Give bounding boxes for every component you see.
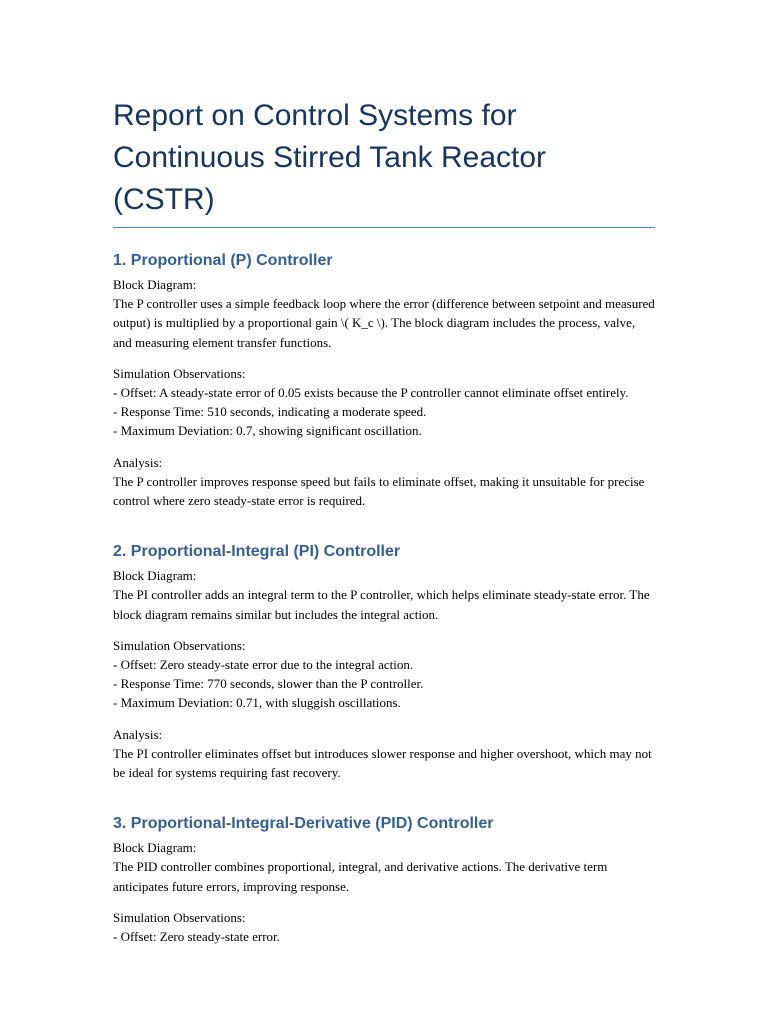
simulation-item: - Offset: Zero steady-state error. xyxy=(113,929,280,945)
document-page xyxy=(113,95,659,946)
simulation-item: - Response Time: 770 seconds, slower than the P controller. xyxy=(113,676,424,692)
analysis-label: Analysis: xyxy=(113,726,163,742)
section-heading: 1. Proportional (P) Controller xyxy=(113,252,333,269)
block-diagram-paragraph xyxy=(113,275,659,352)
simulation-paragraph xyxy=(113,636,655,713)
block-diagram-text: The PID controller combines proportional, integral, and derivative actions. The derivative term anticipates future errors, improving response. xyxy=(113,859,611,894)
block-diagram-text: The P controller uses a simple feedback loop where the error (difference between setpoint and measured output) is multiplied by a proportional gain \( K_c \). The block diagram includes the process, valve, and measuring element transfer functions. xyxy=(113,296,659,350)
section-pid-controller xyxy=(113,814,655,946)
analysis-label: Analysis: xyxy=(113,454,163,470)
simulation-label: Simulation Observations: xyxy=(113,909,246,925)
simulation-item: - Maximum Deviation: 0.7, showing significant oscillation. xyxy=(113,423,422,439)
analysis-text: The P controller improves response speed but fails to eliminate offset, making it unsuitable for precise control where zero steady-state error is required. xyxy=(113,473,648,509)
section-heading: 2. Proportional-Integral (PI) Controller xyxy=(113,543,401,561)
simulation-item: - Offset: A steady-state error of 0.05 exists because the P controller cannot eliminate offset entirely. xyxy=(113,385,629,401)
analysis-paragraph xyxy=(113,725,655,783)
analysis-paragraph xyxy=(113,453,655,511)
simulation-paragraph xyxy=(113,364,655,441)
simulation-label: Simulation Observations: xyxy=(113,637,246,653)
block-diagram-label: Block Diagram: xyxy=(113,277,197,292)
block-diagram-label: Block Diagram: xyxy=(113,568,197,584)
section-heading: 3. Proportional-Integral-Derivative (PID) Controller xyxy=(113,815,494,833)
simulation-item: - Response Time: 510 seconds, indicating a moderate speed. xyxy=(113,404,427,420)
section-p-controller xyxy=(113,251,659,510)
simulation-paragraph xyxy=(113,908,655,946)
page-title: Report on Control Systems for Continuous Stirred Tank Reactor (CSTR) xyxy=(113,95,655,228)
section-pi-controller xyxy=(113,542,655,782)
simulation-item: - Offset: Zero steady-state error due to the integral action. xyxy=(113,657,414,673)
simulation-label: Simulation Observations: xyxy=(113,365,246,381)
block-diagram-paragraph xyxy=(113,566,655,624)
simulation-item: - Maximum Deviation: 0.71, with sluggish oscillations. xyxy=(113,695,401,711)
block-diagram-text: The PI controller adds an integral term to the P controller, which helps eliminate steady-state error. The block diagram remains similar but includes the integral action. xyxy=(113,587,653,622)
block-diagram-label: Block Diagram: xyxy=(113,840,197,856)
block-diagram-paragraph xyxy=(113,838,655,896)
analysis-text: The PI controller eliminates offset but introduces slower response and higher overshoot, which may not be ideal for systems requiring fast recovery. xyxy=(113,745,656,781)
